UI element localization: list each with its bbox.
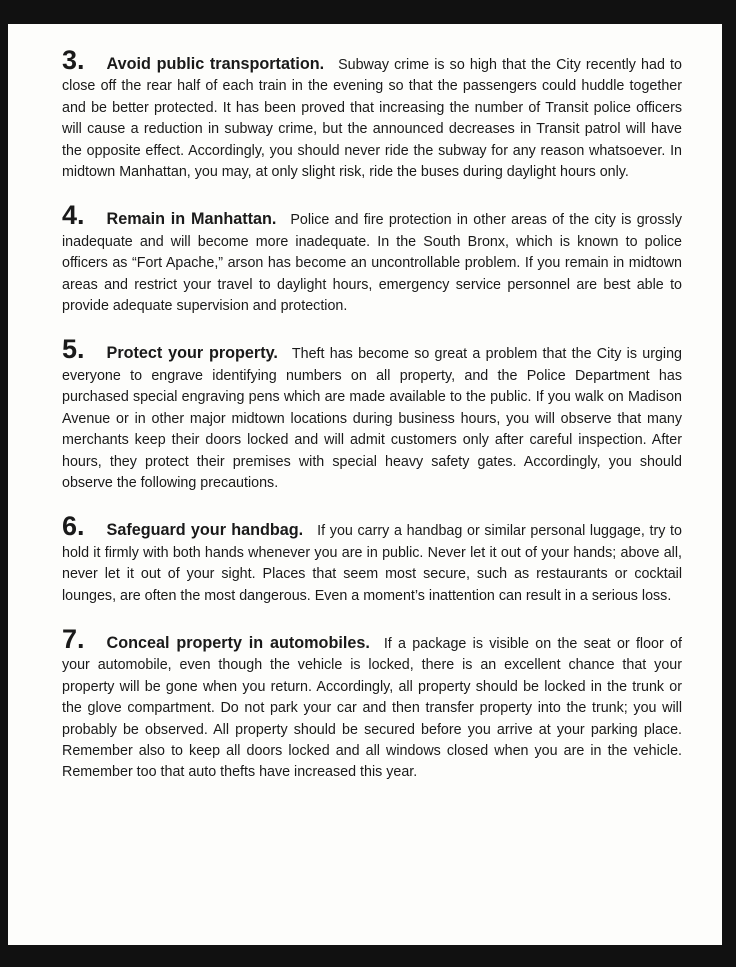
- item-5: [62, 334, 682, 494]
- item-body: Police and fire protection in other areas of the city is grossly inadequate and will become more inadequate. In the South Bronx, which is known to police officers as “Fort Apache,” arson has become an uncontrollable problem. If you remain in midtown areas and restrict your travel to daylight hours, emergency service personnel are best able to provide adequate supervision and protection.: [62, 212, 682, 315]
- item-body: If a package is visible on the seat or floor of your automobile, even though the vehicle is locked, there is an excellent chance that your property will be gone when you return. Accordingly, all property should be locked in the trunk or the glove compartment. Do not park your car and then transfer property into the trunk; you will probably be observed. All property should be secured before you arrive at your parking place. Remember also to keep all doors locked and all windows closed when you are in the vehicle. Remember too that auto thefts have increased this year.: [62, 635, 682, 781]
- item-4: [62, 200, 682, 317]
- item-number: 5.: [62, 334, 85, 365]
- item-body: Theft has become so great a problem that the City is urging everyone to engrave identifying numbers on all property, and the Police Department has purchased special engraving pens which are made available to the public. If you walk on Madison Avenue or in other major midtown locations during business hours, you will observe that many merchants keep their doors locked and will admit customers only after careful inspection. After hours, they protect their premises with special heavy safety gates. Accordingly, you should observe the following precautions.: [62, 346, 682, 491]
- scan-border-top: [0, 0, 736, 24]
- document-body: [62, 45, 682, 806]
- item-heading: Safeguard your handbag.: [106, 521, 304, 540]
- item-7: [62, 623, 682, 784]
- item-heading: Avoid public transportation.: [106, 55, 325, 73]
- item-heading: Protect your property.: [106, 344, 278, 363]
- item-6: [62, 511, 682, 607]
- item-number: 6.: [62, 511, 85, 542]
- item-3: [62, 45, 682, 183]
- item-heading: Remain in Manhattan.: [106, 210, 277, 229]
- item-body: Subway crime is so high that the City recently had to close off the rear half of each train in the evening so that the passengers could huddle together and be better protected. It has been proved that increasing the number of Transit police officers will cause a reduction in subway crime, but the announced decreases in Transit patrol will have the opposite effect. Accordingly, you should never ride the subway for any reason whatsoever. In midtown Manhattan, you may, at only slight risk, ride the buses during daylight hours only.: [62, 57, 682, 181]
- item-body: If you carry a handbag or similar personal luggage, try to hold it firmly with both hands whenever you are in public. Never let it out of your hands; above all, never let it out of your sight. Places that seem most secure, such as restaurants or cocktail lounges, are often the most dangerous. Even a moment’s inattention can result in a serious loss.: [62, 523, 682, 604]
- item-number: 7.: [62, 623, 85, 654]
- item-heading: Conceal property in automobiles.: [106, 633, 370, 652]
- document-page: [8, 24, 722, 945]
- item-number: 3.: [62, 45, 85, 75]
- scan-border-right: [722, 0, 736, 967]
- scan-border-left: [0, 0, 8, 967]
- item-number: 4.: [62, 200, 85, 231]
- scan-border-bottom: [0, 945, 736, 967]
